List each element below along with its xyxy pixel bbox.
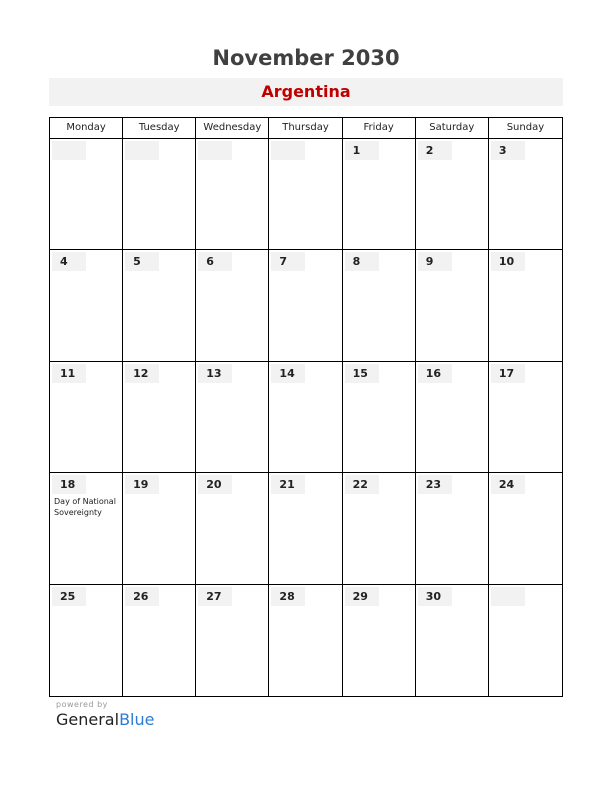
day-cell[interactable] [416, 473, 489, 584]
day-cell[interactable] [343, 473, 416, 584]
day-cell[interactable] [196, 473, 269, 584]
day-number: 27 [198, 587, 232, 606]
day-number: 13 [198, 364, 232, 383]
day-cell[interactable] [489, 250, 562, 361]
day-cell[interactable] [343, 585, 416, 696]
day-cell[interactable] [123, 585, 196, 696]
holiday-label: Day of National Sovereignty [54, 497, 116, 518]
powered-by-text: powered by [56, 700, 108, 709]
day-cell[interactable] [196, 585, 269, 696]
day-number: 30 [418, 587, 452, 606]
day-number [271, 141, 305, 160]
day-cell[interactable] [269, 362, 342, 473]
day-number: 24 [491, 475, 525, 494]
weekday-header-tuesday: Tuesday [123, 118, 196, 139]
day-number: 14 [271, 364, 305, 383]
day-number [52, 141, 86, 160]
day-cell[interactable] [343, 139, 416, 250]
day-cell[interactable] [269, 139, 342, 250]
day-cell[interactable] [50, 473, 123, 584]
day-cell[interactable] [416, 139, 489, 250]
day-cell[interactable] [416, 362, 489, 473]
day-number: 6 [198, 252, 232, 271]
day-cell[interactable] [50, 362, 123, 473]
weekday-header-friday: Friday [343, 118, 416, 139]
day-number [125, 141, 159, 160]
weekday-header-saturday: Saturday [416, 118, 489, 139]
weekday-header-wednesday: Wednesday [196, 118, 269, 139]
day-number [198, 141, 232, 160]
day-number: 12 [125, 364, 159, 383]
brand-blue: Blue [119, 710, 155, 729]
footer [56, 700, 154, 729]
day-number: 21 [271, 475, 305, 494]
day-cell[interactable] [196, 250, 269, 361]
country-name: Argentina [261, 82, 351, 101]
day-cell[interactable] [343, 250, 416, 361]
weekday-header-thursday: Thursday [269, 118, 342, 139]
day-cell[interactable] [50, 250, 123, 361]
brand-logo[interactable] [56, 710, 154, 729]
day-number: 1 [345, 141, 379, 160]
day-cell[interactable] [489, 585, 562, 696]
day-cell[interactable] [123, 250, 196, 361]
day-cell[interactable] [489, 473, 562, 584]
weekday-header-sunday: Sunday [489, 118, 562, 139]
day-cell[interactable] [123, 139, 196, 250]
day-cell[interactable] [196, 139, 269, 250]
day-cell[interactable] [50, 585, 123, 696]
day-number: 26 [125, 587, 159, 606]
day-cell[interactable] [196, 362, 269, 473]
day-number: 11 [52, 364, 86, 383]
day-number: 29 [345, 587, 379, 606]
day-cell[interactable] [269, 473, 342, 584]
calendar-grid [49, 117, 563, 697]
day-cell[interactable] [123, 473, 196, 584]
day-cell[interactable] [416, 585, 489, 696]
day-number: 22 [345, 475, 379, 494]
day-number: 16 [418, 364, 452, 383]
page-title: November 2030 [212, 46, 400, 70]
country-banner [49, 78, 563, 106]
day-number: 4 [52, 252, 86, 271]
day-cell[interactable] [489, 139, 562, 250]
day-number: 23 [418, 475, 452, 494]
day-number: 9 [418, 252, 452, 271]
day-number: 17 [491, 364, 525, 383]
day-number: 25 [52, 587, 86, 606]
day-number: 2 [418, 141, 452, 160]
day-cell[interactable] [416, 250, 489, 361]
day-number: 19 [125, 475, 159, 494]
day-number: 3 [491, 141, 525, 160]
weekday-header-monday: Monday [50, 118, 123, 139]
day-number: 8 [345, 252, 379, 271]
day-cell[interactable] [269, 585, 342, 696]
day-cell[interactable] [123, 362, 196, 473]
day-number: 7 [271, 252, 305, 271]
brand-general: General [56, 710, 120, 729]
day-cell[interactable] [269, 250, 342, 361]
day-number: 20 [198, 475, 232, 494]
day-number: 18 [52, 475, 86, 494]
day-cell[interactable] [50, 139, 123, 250]
day-cell[interactable] [343, 362, 416, 473]
day-number: 15 [345, 364, 379, 383]
day-number: 5 [125, 252, 159, 271]
day-number [491, 587, 525, 606]
day-cell[interactable] [489, 362, 562, 473]
day-number: 28 [271, 587, 305, 606]
day-number: 10 [491, 252, 525, 271]
